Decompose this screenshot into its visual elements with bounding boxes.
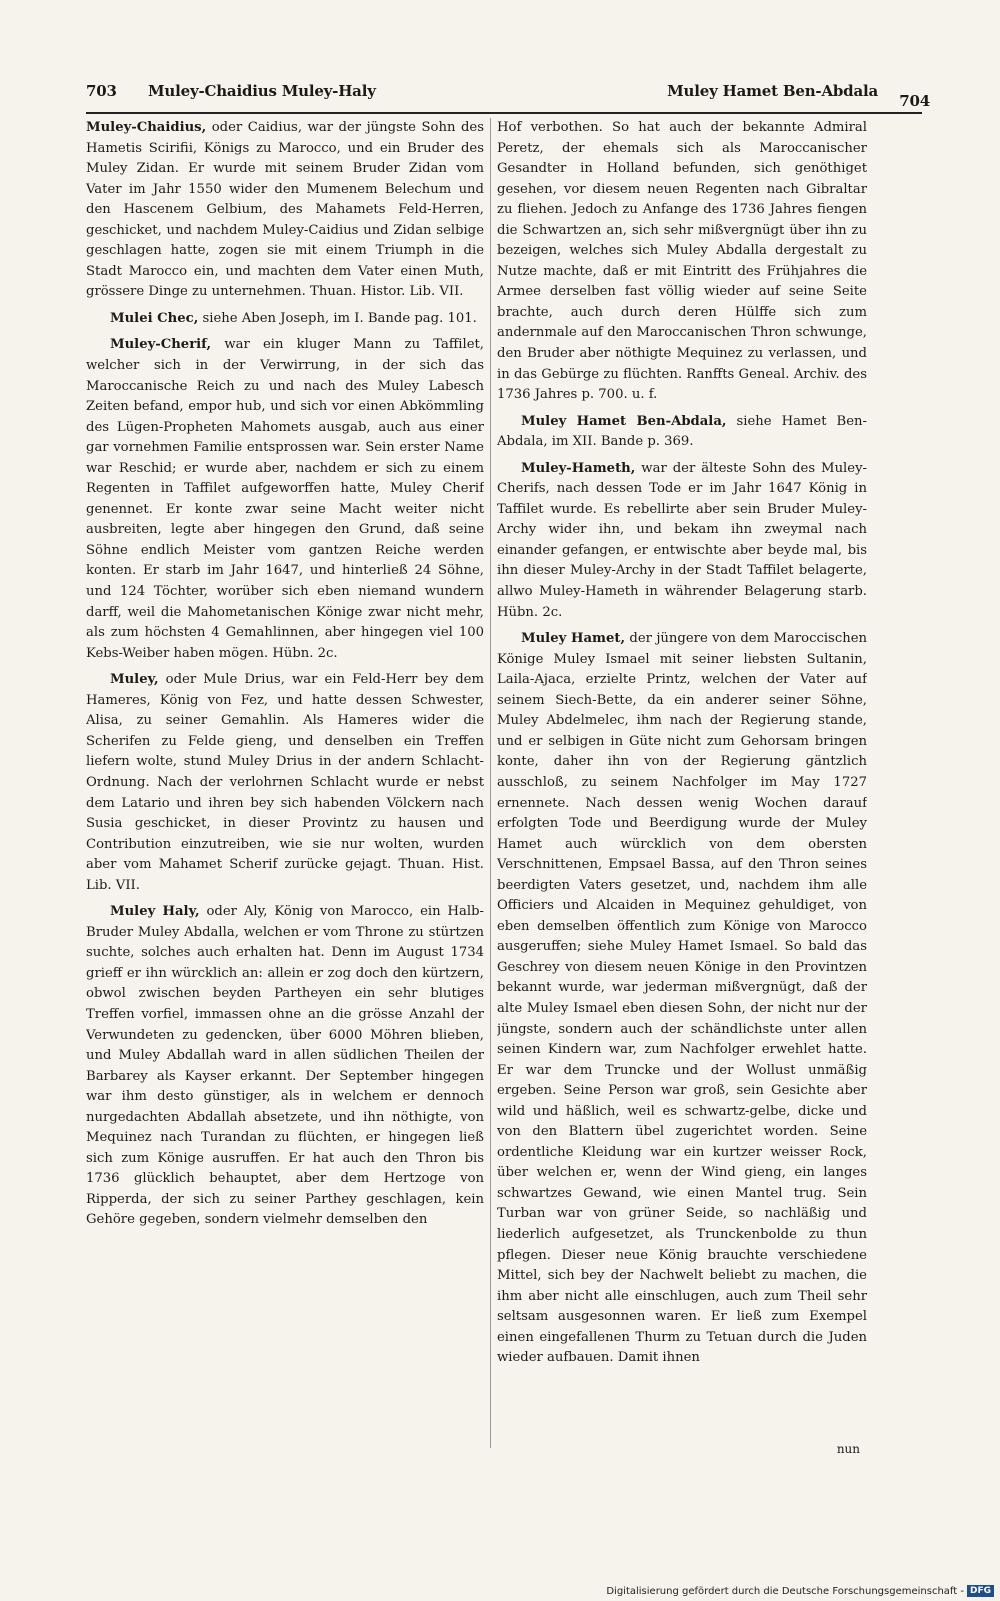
right-page-number: 704: [899, 92, 930, 110]
entry-headword: Muley,: [110, 672, 159, 688]
entry-paragraph: [497, 412, 867, 453]
entry-headword: Mulei Chec,: [110, 310, 199, 326]
entry-paragraph: [497, 118, 867, 406]
digitization-footer: [606, 1585, 994, 1597]
column-divider: [490, 118, 491, 1448]
catchword: nun: [836, 1442, 860, 1456]
right-column: [497, 118, 867, 1453]
left-page-number: 703: [86, 82, 117, 100]
left-running-title: Muley-Chaidius Muley-Haly: [148, 82, 376, 100]
entry-paragraph: [86, 118, 484, 303]
page-header: [86, 78, 930, 108]
entry-text: oder Aly, König von Marocco, ein Halb-Bruder Muley Abdalla, welchen er vom Throne zu stürtzen suchte, solches auch erhalten hat. Denn im August 1734 grieff er ihn würcklich an: allein er zog doch den kürtzern, obwol zwischen beyden Partheyen ein sehr blutiges Treffen vorfiel, immassen ohne an die grösse Anzahl der Verwundeten zu gedencken, über 6000 Möhren blieben, und Muley Abdallah ward in allen südlichen Theilen der Barbarey als Kayser erkannt. Der September hingegen war ihm desto günstiger, als in welchem er dennoch nurgedachten Abdallah absetzete, und ihn nöthigte, von Mequinez nach Turandan zu flüchten, er hingegen ließ sich zum Könige ausruffen. Er hat auch den Thron bis 1736 glücklich behauptet, aber dem Hertzoge von Ripperda, der sich zu seiner Parthey geschlagen, kein Gehöre gegeben, sondern vielmehr demselben den: [86, 904, 484, 1228]
entry-headword: Muley-Cherif,: [110, 337, 212, 353]
entry-paragraph: [86, 309, 484, 330]
dfg-logo: DFG: [967, 1585, 994, 1597]
entry-paragraph: [497, 459, 867, 623]
entry-headword: Muley Hamet Ben-Abdala,: [521, 413, 727, 429]
entry-paragraph: [86, 902, 484, 1231]
entry-paragraph: [86, 670, 484, 896]
left-column: [86, 118, 484, 1453]
right-running-title: Muley Hamet Ben-Abdala: [667, 82, 878, 100]
header-rule: [86, 112, 922, 114]
entry-headword: Muley-Hameth,: [521, 460, 636, 476]
entry-text: der jüngere von dem Maroccischen Könige Muley Ismael mit seiner liebsten Sultanin, Laila-Ajaca, erzielte Printz, welchen der Vater auf seinem Siech-Bette, da ein anderer seiner Söhne, Muley Abdelmelec, ihm nach der Regierung stande, und er selbigen in Güte nicht zum Gehorsam bringen konte, daher ihn von der Regierung gäntzlich ausschloß, zu seinem Nachfolger im May 1727 ernennete. Nach dessen wenig Wochen darauf erfolgten Tode und Beerdigung wurde der Muley Hamet auch würcklich von dem obersten Verschnittenen, Empsael Bassa, auf den Thron seines beerdigten Vaters gesetzet, und, nachdem ihm alle Officiers und Alcaiden in Mequinez gehuldiget, von eben demselben öffentlich zum Könige von Marocco ausgeruffen; siehe Muley Hamet Ismael. So bald das Geschrey von diesem neuen Könige in den Provintzen bekannt wurde, war jederman mißvergnügt, daß der alte Muley Ismael eben diesen Sohn, der nicht nur der jüngste, sondern auch der schändlichste unter allen seinen Kindern war, zum Nachfolger erwehlet hatte. Er war dem Truncke und der Wollust unmäßig ergeben. Seine Person war groß, sein Gesichte aber wild und häßlich, weil es schwartz-gelbe, dicke und von den Blattern übel zugerichtet worden. Seine ordentliche Kleidung war ein kurtzer weisser Rock, über welchen er, wenn der Wind gieng, ein langes schwartzes Gewand, wie einen Mantel trug. Sein Turban war von grüner Seide, so nachläßig und liederlich aufgesetzet, als Trunckenbolde zu thun pflegen. Dieser neue König brauchte verschiedene Mittel, sich bey der Nachwelt beliebt zu machen, die ihm aber nicht alle einschlugen, auch zum Theil sehr seltsam ausgesonnen waren. Er ließ zum Exempel einen eingefallenen Thurm zu Tetuan durch die Juden wieder aufbauen. Damit ihnen: [497, 631, 867, 1366]
entry-text: siehe Aben Joseph, im I. Bande pag. 101.: [198, 310, 477, 326]
footer-text: Digitalisierung gefördert durch die Deutsche Forschungsgemeinschaft -: [606, 1585, 964, 1597]
entry-text: oder Mule Drius, war ein Feld-Herr bey dem Hameres, König von Fez, und hatte dessen Schwester, Alisa, zu seiner Gemahlin. Als Hameres wider die Scherifen zu Felde gieng, und denselben ein Treffen liefern wolte, stund Muley Drius in der andern Schlacht-Ordnung. Nach der verlohrnen Schlacht wurde er nebst dem Latario und ihren bey sich habenden Völckern nach Susia geschicket, in dieser Provintz zu hausen und Contribution einzutreiben, wie sie nur wolten, wurden aber vom Mahamet Scherif zurücke gejagt. Thuan. Hist. Lib. VII.: [86, 672, 484, 893]
entry-headword: Muley-Chaidius,: [86, 120, 207, 135]
entry-paragraph: [497, 629, 867, 1369]
entry-text: Hof verbothen. So hat auch der bekannte Admiral Peretz, der ehemals sich als Maroccanischer Gesandter in Holland befunden, sich genöthiget gesehen, vor diesem neuen Regenten nach Gibraltar zu fliehen. Jedoch zu Anfange des 1736 Jahres fiengen die Schwartzen an, sich sehr mißvergnügt über ihn zu bezeigen, welches sich Muley Abdalla dergestalt zu Nutze machte, daß er mit Eintritt des Frühjahres die Armee derselben fast völlig wieder auf seine Seite brachte, auch durch deren Hülffe sich zum andernmale auf den Maroccanischen Thron schwunge, den Bruder aber nöthigte Mequinez zu verlassen, und in das Gebürge zu flüchten. Ranffts Geneal. Archiv. des 1736 Jahres p. 700. u. f.: [497, 120, 867, 403]
entry-paragraph: [86, 335, 484, 664]
entry-headword: Muley Haly,: [110, 904, 200, 920]
entry-text: war der älteste Sohn des Muley-Cherifs, nach dessen Tode er im Jahr 1647 König in Taffilet wurde. Es rebellirte aber sein Bruder Muley-Archy wider ihn, und bekam ihn zweymal nach einander gefangen, er entwischte aber beyde mal, bis ihn dieser Muley-Archy in der Stadt Taffilet belagerte, allwo Muley-Hameth in währender Belagerung starb. Hübn. 2c.: [497, 460, 867, 620]
entry-text: oder Caidius, war der jüngste Sohn des Hametis Scirifii, Königs zu Marocco, und ein Bruder des Muley Zidan. Er wurde mit seinem Bruder Zidan vom Vater im Jahr 1550 wider den Mumenem Belechum und den Hascenem Gelbium, des Mahamets Feld-Herren, geschicket, und nachdem Muley-Caidius und Zidan selbige geschlagen hatte, zogen sie mit einem Triumph in die Stadt Marocco ein, und machten dem Vater einen Muth, grössere Dinge zu unternehmen. Thuan. Histor. Lib. VII.: [86, 120, 484, 300]
entry-text: war ein kluger Mann zu Taffilet, welcher sich in der Verwirrung, in der sich das Maroccanische Reich zu und nach des Muley Labesch Zeiten befand, empor hub, und sich vor einen Abkömmling des Lügen-Propheten Mahomets ausgab, auch aus einer gar vornehmen Familie entsprossen war. Sein erster Name war Reschid; er wurde aber, nachdem er sich zu einem Regenten in Taffilet aufgeworffen hatte, Muley Cherif genennet. Er konte zwar seine Macht weiter nicht ausbreiten, legte aber hingegen den Grund, daß seine Söhne endlich Meister vom gantzen Reiche werden konten. Er starb im Jahr 1647, und hinterließ 24 Söhne, und 124 Töchter, worüber sich eben niemand wundern darff, weil die Mahometanischen Könige zwar nicht mehr, als zum höchsten 4 Gemahlinnen, aber hingegen viel 100 Kebs-Weiber haben mögen. Hübn. 2c.: [86, 337, 484, 661]
entry-text: siehe Hamet Ben-Abdala, im XII. Bande p. 369.: [497, 413, 867, 450]
entry-headword: Muley Hamet,: [521, 631, 626, 647]
